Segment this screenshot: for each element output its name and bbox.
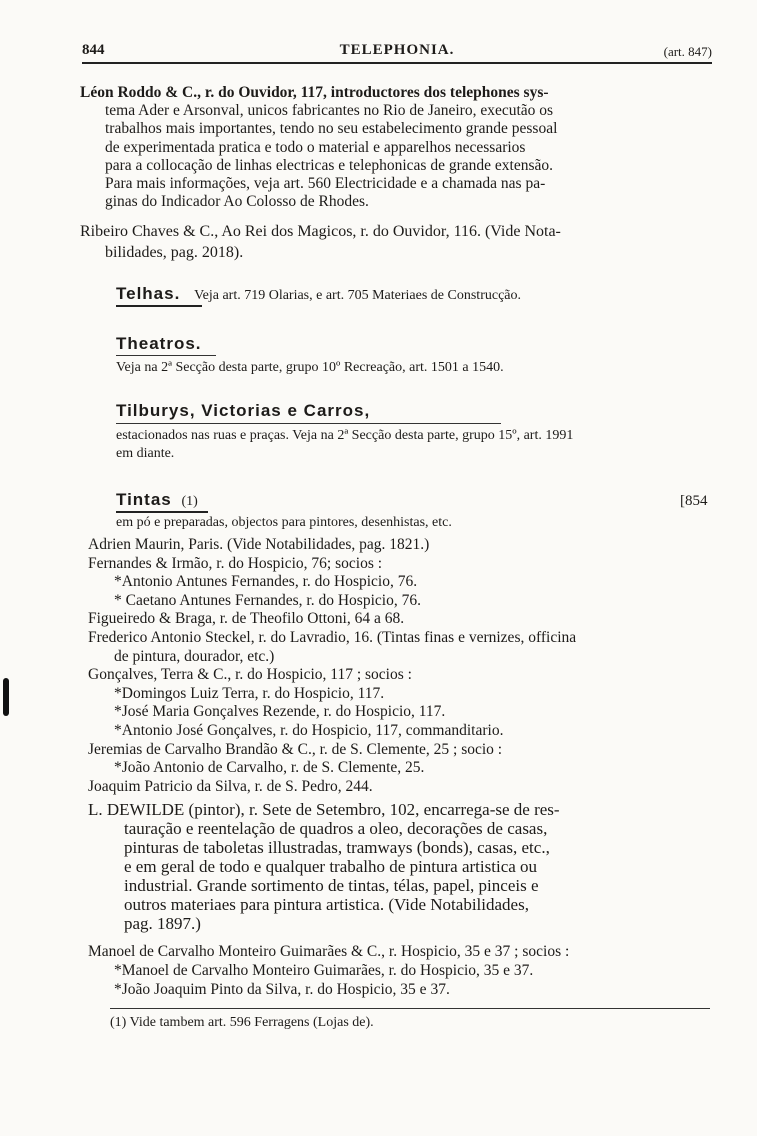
entry-line: ginas do Indicador Ao Colosso de Rhodes. [105, 193, 369, 211]
article-reference: (art. 847) [663, 44, 712, 59]
list-item: Figueiredo & Braga, r. de Theofilo Ottoni, 64 a 68. [88, 610, 405, 628]
section-text: em diante. [116, 446, 175, 461]
list-item: Manoel de Carvalho Monteiro Guimarães & C., r. Hospicio, 35 e 37 ; socios : [88, 943, 570, 960]
margin-ink-mark [3, 678, 9, 716]
section-heading: Telhas. [116, 284, 181, 303]
list-item: Jeremias de Carvalho Brandão & C., r. de S. Clemente, 25 ; socio : [88, 740, 503, 758]
list-item: *João Joaquim Pinto da Silva, r. do Hospicio, 35 e 37. [114, 981, 450, 998]
heading-underline [116, 423, 501, 424]
entry-line: para a collocação de linhas electricas e telephonicas de grande extensão. [105, 156, 553, 174]
entry-leon-roddo [80, 84, 557, 211]
header-rule [82, 62, 712, 64]
list-item: *Manoel de Carvalho Monteiro Guimarães, r. do Hospicio, 35 e 37. [114, 962, 534, 979]
entry-line: L. DEWILDE (pintor), r. Sete de Setembro, 102, encarrega-se de res- [88, 800, 560, 819]
heading-underline [116, 511, 208, 513]
entry-line: tauração e reentelação de quadros a oleo, decorações de casas, [124, 819, 548, 838]
entry-ribeiro-chaves [80, 221, 561, 263]
footnote-rule [110, 1008, 710, 1009]
section-tintas [116, 490, 208, 513]
list-item: *José Maria Gonçalves Rezende, r. do Hospicio, 117. [114, 703, 446, 721]
entry-line: pag. 1897.) [124, 914, 201, 933]
list-item: de pintura, dourador, etc.) [114, 647, 275, 665]
section-heading: Tilburys, Victorias e Carros, [116, 401, 371, 420]
entry-line: industrial. Grande sortimento de tintas, télas, papel, pinceis e [124, 876, 539, 895]
section-text: Veja na 2ª Secção desta parte, grupo 10º Recreação, art. 1501 a 1540. [116, 360, 504, 375]
section-text: estacionados nas ruas e praças. Veja na 2ª Secção desta parte, grupo 15º, art. 1991 [116, 428, 574, 443]
entry-line: trabalhos mais importantes, tendo no seu estabelecimento grande pessoal [105, 120, 558, 138]
page-number: 844 [82, 42, 105, 58]
section-text: Veja art. 719 Olarias, e art. 705 Materiaes de Construcção. [194, 288, 521, 303]
entry-line: de experimentada pratica e todo o material e apparelhos necessarios [105, 138, 526, 156]
heading-underline [116, 355, 216, 356]
entry-line: e em geral de todo e qualquer trabalho de pintura artistica ou [124, 857, 538, 876]
list-item: Frederico Antonio Steckel, r. do Lavradio, 16. (Tintas finas e vernizes, officina [88, 628, 577, 646]
entries-list [88, 536, 576, 796]
entry-line: tema Ader e Arsonval, unicos fabricantes no Rio de Janeiro, executão os [105, 102, 554, 120]
list-item: * Caetano Antunes Fernandes, r. do Hospicio, 76. [114, 591, 421, 609]
section-heading: Tintas [116, 490, 172, 509]
page-title: TELEPHONIA. [339, 42, 455, 58]
list-item: Gonçalves, Terra & C., r. do Hospicio, 117 ; socios : [88, 666, 412, 684]
list-item: *João Antonio de Carvalho, r. de S. Clemente, 25. [114, 759, 425, 777]
section-heading: Theatros. [116, 334, 202, 353]
article-number: [854 [680, 493, 708, 509]
page-header [82, 32, 712, 64]
theatros-text-block [116, 355, 504, 377]
entry-line: Para mais informações, veja art. 560 Electricidade e a chamada nas pa- [105, 175, 546, 193]
entry-line: outros materiaes para pintura artistica. (Vide Notabilidades, [124, 895, 529, 914]
section-telhas [116, 284, 521, 307]
list-item: Adrien Maurin, Paris. (Vide Notabilidades, pag. 1821.) [88, 536, 430, 553]
list-item: *Antonio José Gonçalves, r. do Hospicio, 117, commanditario. [114, 721, 504, 739]
list-item: Joaquim Patricio da Silva, r. de S. Pedro, 244. [88, 777, 373, 795]
entry-line: Léon Roddo & C., r. do Ouvidor, 117, introductores dos telephones sys- [80, 84, 549, 101]
heading-underline [116, 305, 202, 307]
list-item: *Antonio Antunes Fernandes, r. do Hospicio, 76. [114, 573, 418, 591]
tilburys-text-block [116, 423, 573, 463]
section-tilburys [116, 401, 370, 421]
list-item: Fernandes & Irmão, r. do Hospicio, 76; socios : [88, 554, 383, 572]
entries-list-after [88, 942, 569, 999]
list-item: *Domingos Luiz Terra, r. do Hospicio, 117. [114, 684, 385, 702]
entry-line: bilidades, pag. 2018). [105, 244, 244, 261]
section-theatros [116, 334, 202, 354]
entry-dewilde [88, 800, 560, 933]
entry-line: Ribeiro Chaves & C., Ao Rei dos Magicos, r. do Ouvidor, 116. (Vide Nota- [80, 223, 561, 240]
footnote-mark: (1) [181, 494, 198, 509]
footnote: (1) Vide tambem art. 596 Ferragens (Lojas de). [110, 1015, 374, 1030]
entry-line: pinturas de taboletas illustradas, tramways (bonds), casas, etc., [124, 838, 550, 857]
tintas-subtitle: em pó e preparadas, objectos para pintores, desenhistas, etc. [116, 515, 452, 530]
